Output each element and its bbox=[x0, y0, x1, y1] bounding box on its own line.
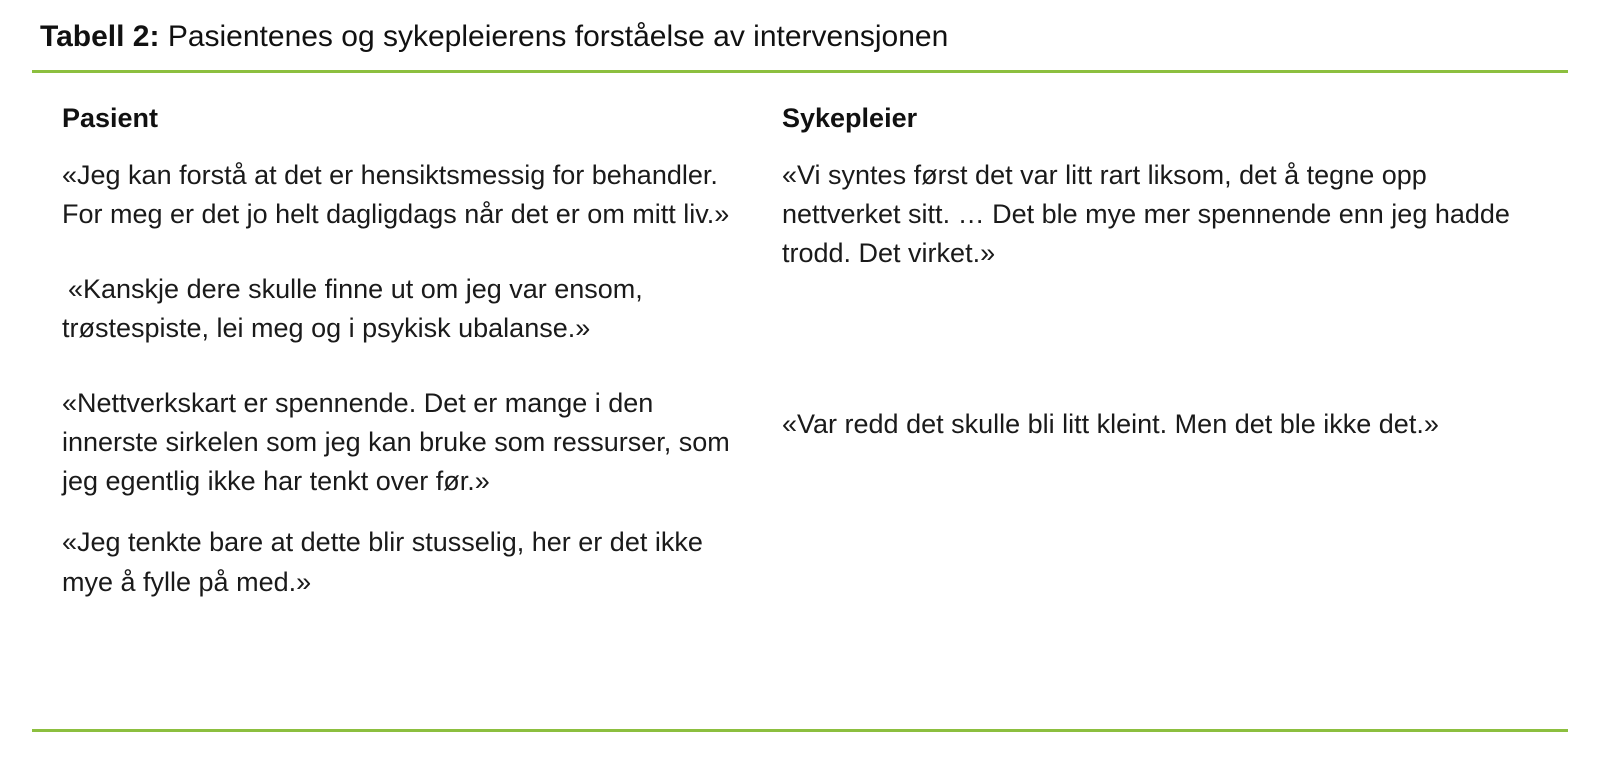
column-sykepleier bbox=[782, 73, 1522, 624]
quote-sykepleier-1: «Vi syntes først det var litt rart liksom, det å tegne opp nettverket sitt. … Det ble mye mer spennende enn jeg hadde trodd. Det virket.» bbox=[782, 159, 1510, 268]
caption-text: Pasientenes og sykepleierens forståelse av intervensjonen bbox=[159, 20, 949, 53]
quote-sykepleier-2: «Var redd det skulle bli litt kleint. Men det ble ikke det.» bbox=[782, 408, 1439, 439]
column-header-pasient: Pasient bbox=[62, 102, 159, 133]
column-pasient bbox=[62, 73, 782, 624]
caption-label: Tabell 2: bbox=[40, 20, 160, 53]
table-caption bbox=[32, 0, 1568, 70]
table-body bbox=[32, 73, 1568, 624]
footer-rule bbox=[32, 729, 1568, 732]
column-header-sykepleier: Sykepleier bbox=[782, 102, 918, 133]
quote-pasient-1: «Jeg kan forstå at det er hensiktsmessig for behandler. For meg er det jo helt dagligdags når det er om mitt liv.» bbox=[62, 159, 730, 229]
quote-pasient-4: «Jeg tenkte bare at dette blir stusselig, her er det ikke mye å fylle på med.» bbox=[62, 527, 703, 597]
column-spacer bbox=[782, 309, 1522, 405]
quote-pasient-3: «Nettverkskart er spennende. Det er mange i den innerste sirkelen som jeg kan bruke som ressurser, som jeg egentlig ikke har tenkt over før.» bbox=[62, 388, 730, 497]
quote-pasient-2: «Kanskje dere skulle finne ut om jeg var ensom, trøstespiste, lei meg og i psykisk ubalanse.» bbox=[62, 273, 643, 343]
